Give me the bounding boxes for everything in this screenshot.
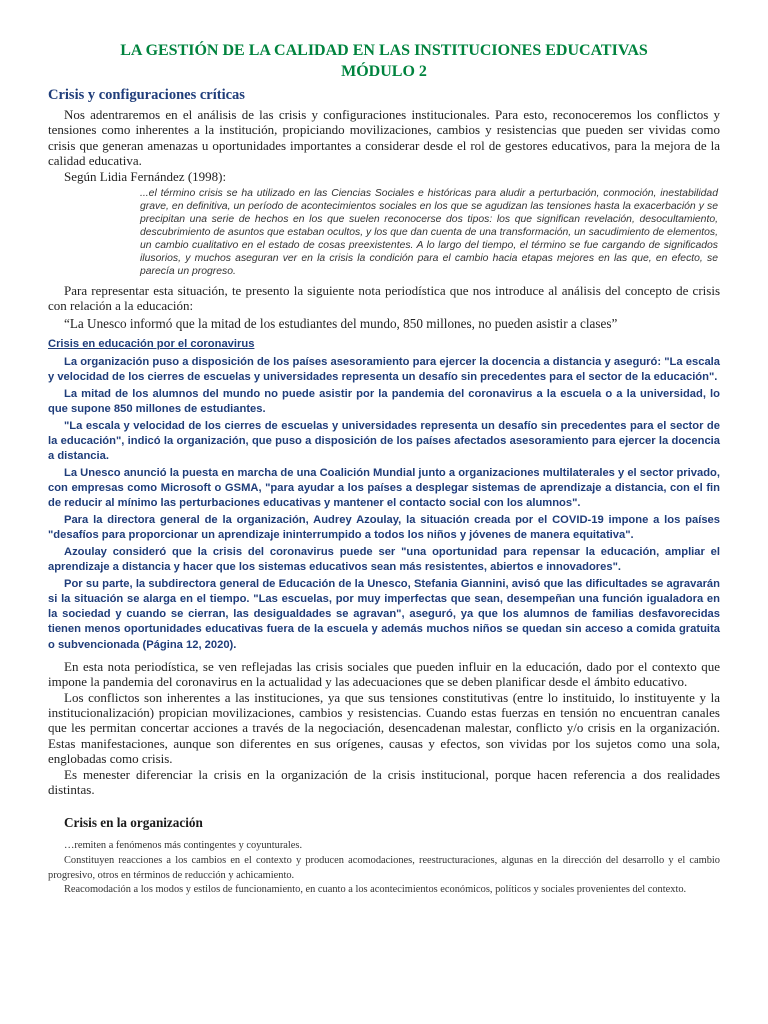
subsection-heading: Crisis en la organización [64, 815, 203, 831]
news-paragraph: Por su parte, la subdirectora general de Educación de la Unesco, Stefania Giannini, avisó que las dificultades se agravarán si la situación se alarga en el tiempo. "Las escuelas, por muy imperfectas que sean, desempeñan una función igualadora en la sociedad y cuando se cierran, las desigualdades se agravan", aseguró, ya que los alumnos de familias desfavorecidas tienen menos oportunidades educativas fuera de la escuela y además muchos niños se quedan sin acceso a comida gratuita o subvencionada (Página 12, 2020). [48, 577, 720, 651]
news-intro-paragraph: Para representar esta situación, te presento la siguiente nota periodística que nos introduce al análisis del concepto de crisis con relación a la educación: [48, 283, 720, 314]
news-article [48, 355, 720, 653]
intro-paragraph: Nos adentraremos en el análisis de las crisis y configuraciones institucionales. Para esto, reconoceremos los conflictos y tensiones como inherentes a la institución, propiciando movilizaciones, cambios y resistencias que pueden ser vividas como crisis que generan amenazas u oportunidades importantes a considerar desde el rol de gestores educativos, para la mejora de la calidad educativa. [48, 107, 720, 169]
subsection-paragraph: Reacomodación a los modos y estilos de funcionamiento, en cuanto a los acontecimientos económicos, políticos y sociales provenientes del contexto. [64, 884, 687, 896]
document-title-line-1: LA GESTIÓN DE LA CALIDAD EN LAS INSTITUCIONES EDUCATIVAS [120, 42, 648, 59]
analysis-paragraph: En esta nota periodística, se ven reflejadas las crisis sociales que pueden influir en la educación, dado por el contexto que impone la pandemia del coronavirus en la actualidad y las adecuaciones que se deben planificar desde el ámbito educativo. [48, 658, 720, 690]
citation-intro: Según Lidia Fernández (1998): [64, 168, 227, 184]
analysis-paragraph: Es menester diferenciar la crisis en la organización de la crisis institucional, porque hacen referencia a dos realidades distintas. [48, 766, 720, 797]
subsection-paragraph: …remiten a fenómenos más contingentes y coyunturales. [64, 840, 303, 852]
document-page [48, 40, 720, 898]
document-title-line-2: MÓDULO 2 [341, 63, 427, 80]
news-paragraph: Azoulay consideró que la crisis del coronavirus puede ser "una oportunidad para repensar la educación, ampliar el aprendizaje a distancia y hacer que los sistemas educativos sean más resistentes, abiertos e innovadores". [48, 545, 720, 573]
news-title: Crisis en educación por el coronavirus [48, 337, 255, 350]
subsection-paragraph: Constituyen reacciones a los cambios en el contexto y producen acomodaciones, reestructuraciones, algunas en la dirección del desarrollo y el cambio progresivo, otros en términos de reducción y achicamiento. [48, 855, 720, 881]
subsection-body [48, 839, 720, 898]
news-paragraph: "La escala y velocidad de los cierres de escuelas y universidades representa un desafío sin precedentes para el sector de la educación", indicó la organización, que puso a disposición de los países afectados asesoramiento para ejercer la docencia a distancia. [48, 419, 720, 463]
news-paragraph: La organización puso a disposición de los países asesoramiento para ejercer la docencia a distancia y aseguró: "La escala y velocidad de los cierres de escuelas y universidades representa un desafío sin precedentes para el sector de la educación". [48, 355, 720, 384]
block-quote: ...el término crisis se ha utilizado en las Ciencias Sociales e históricas para aludir a perturbación, conmoción, inestabilidad grave, en definitiva, un período de acontecimientos sociales en los que se agudizan las tensiones hasta la exacerbación y se precipitan una serie de hechos en los que suelen reconocerse dos tipos: los que significan revelación, desocultamiento, descubrimiento de asuntos que estaban ocultos, y los que dan cuenta de una transformación, un sacudimiento de elementos, un cambio cualitativo en el estado de cosas preexistentes. A lo largo del tiempo, el término se fue cargando de significados ilusorios, y muchos aseguran ver en la crisis la condición para el cambio hacia etapas mejores en las que, en efecto, se parecía un progreso. [140, 188, 718, 278]
news-headline: “La Unesco informó que la mitad de los estudiantes del mundo, 850 millones, no pueden asistir a clases” [64, 315, 618, 331]
news-paragraph: Para la directora general de la organización, Audrey Azoulay, la situación creada por el COVID-19 impone a los países "desafíos para proporcionar un aprendizaje ininterrumpido a todos los niños y jóvenes de manera equitativa". [48, 513, 720, 542]
section-heading: Crisis y configuraciones críticas [48, 87, 245, 103]
analysis-paragraph: Los conflictos son inherentes a las instituciones, ya que sus tensiones constitutivas (entre lo instituido, lo instituyente y la institucionalización) propician movilizaciones, cambios y resistencias. Cuando estas fuerzas en tensión no encuentran canales que les permitan concertar acciones a través de la negociación, desencadenan malestar, conflicto y/o crisis en la organización. Estas manifestaciones, aunque son diferentes en sus orígenes, causas y efectos, son vividas por los sujetos como una sola, englobadas como crisis. [48, 689, 720, 767]
news-paragraph: La mitad de los alumnos del mundo no puede asistir por la pandemia del coronavirus a la escuela o a la universidad, lo que supone 850 millones de estudiantes. [48, 387, 720, 415]
news-paragraph: La Unesco anunció la puesta en marcha de una Coalición Mundial junto a organizaciones multilaterales y el sector privado, con empresas como Microsoft o GSMA, "para ayudar a los países a desplegar sistemas de aprendizaje a distancia, con el fin de reducir al mínimo las perturbaciones educativas y mantener el contacto social con los alumnos". [48, 466, 720, 510]
